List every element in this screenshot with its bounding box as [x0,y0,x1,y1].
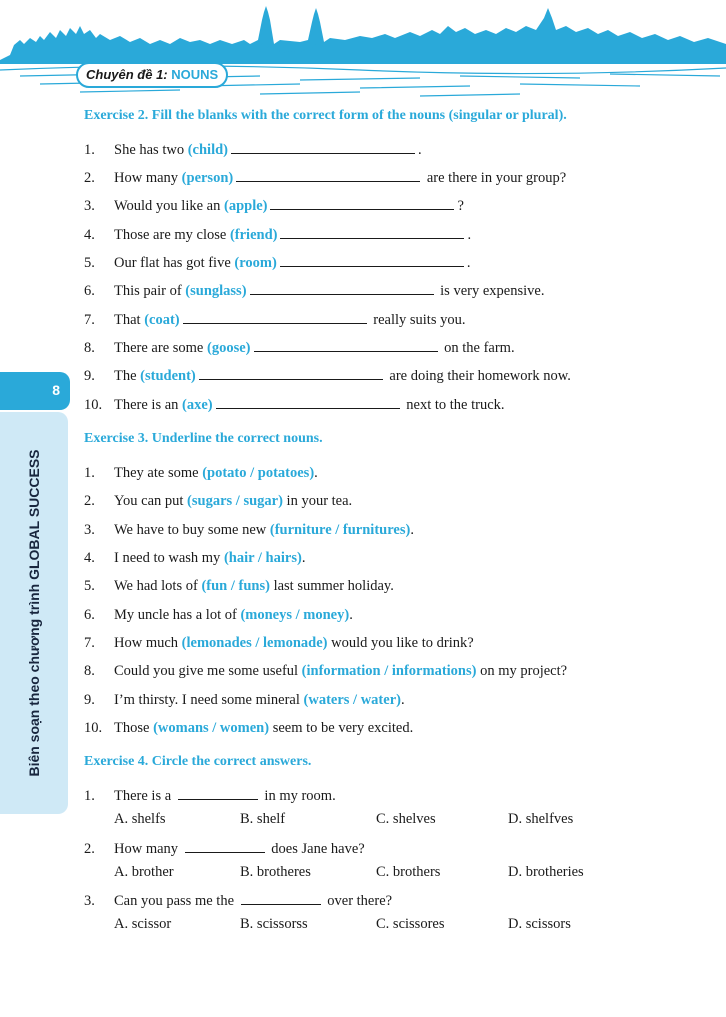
word-choice[interactable]: (potato / potatoes) [202,465,315,481]
option-b[interactable]: B. brotheres [240,864,311,880]
option-d[interactable]: D. scissors [508,916,571,932]
answer-blank[interactable] [270,197,454,210]
option-a[interactable]: A. scissor [114,916,172,932]
exercise3-item: 5. We had lots of (fun / funs) last summer holiday. [84,578,394,594]
answer-blank[interactable] [250,282,434,295]
option-d[interactable]: D. shelfves [508,811,574,827]
exercise2-item: 1. She has two (child) . [84,142,422,158]
exercise3-item: 3. We have to buy some new (furniture / furnitures). [84,522,414,538]
answer-blank[interactable] [231,141,415,154]
exercise2-title: Exercise 2. Fill the blanks with the correct form of the nouns (singular or plural). [84,108,567,123]
answer-blank[interactable] [280,254,464,267]
answer-blank[interactable] [183,311,367,324]
exercise3-item: 4. I need to wash my (hair / hairs). [84,550,306,566]
answer-blank[interactable] [280,226,464,239]
word-choice[interactable]: (womans / women) [153,720,270,736]
exercise3-title: Exercise 3. Underline the correct nouns. [84,431,323,446]
exercise2-item: 7. That (coat) really suits you. [84,312,466,328]
exercise2-item: 9. The (student) are doing their homework now. [84,368,571,384]
topic-name: NOUNS [171,67,219,82]
option-c[interactable]: C. brothers [376,864,441,880]
exercise2-item: 4. Those are my close (friend) . [84,227,472,243]
exercise2-item: 2. How many (person) are there in your group? [84,170,567,186]
exercise4-item: 1. There is a in my room. [84,788,336,804]
exercise2-item: 6. This pair of (sunglass) is very expensive. [84,283,545,299]
exercise4-item: 2. How many does Jane have? [84,841,365,857]
option-c[interactable]: C. scissores [376,916,445,932]
exercise3-item: 1. They ate some (potato / potatoes). [84,465,318,481]
answer-blank[interactable] [216,396,400,409]
option-b[interactable]: B. shelf [240,811,286,827]
exercise4-title: Exercise 4. Circle the correct answers. [84,754,312,769]
exercise2-item: 5. Our flat has got five (room) . [84,255,471,271]
exercise2-item: 3. Would you like an (apple) ? [84,198,464,214]
word-choice[interactable]: (sugars / sugar) [187,493,283,509]
word-choice[interactable]: (lemonades / lemonade) [181,635,328,651]
word-choice[interactable]: (information / informations) [301,663,477,679]
answer-blank[interactable] [178,787,258,800]
exercise3-item: 7. How much (lemonades / lemonade) would you like to drink? [84,635,474,651]
exercise2-item: 8. There are some (goose) on the farm. [84,340,515,356]
exercise4-item: 3. Can you pass me the over there? [84,893,393,909]
topic-prefix: Chuyên đề 1: [86,67,172,82]
exercise3-item: 6. My uncle has a lot of (moneys / money). [84,607,353,623]
word-choice[interactable]: (furniture / furnitures) [269,522,411,538]
word-choice[interactable]: (moneys / money) [240,607,350,623]
answer-blank[interactable] [185,840,265,853]
sidebar-vertical-text: Biên soạn theo chương trình GLOBAL SUCCESS [26,449,42,777]
option-b[interactable]: B. scissorss [240,916,308,932]
word-choice[interactable]: (hair / hairs) [223,550,302,566]
page-number: 8 [52,382,60,398]
answer-blank[interactable] [241,892,321,905]
option-a[interactable]: A. shelfs [114,811,166,827]
option-c[interactable]: C. shelves [376,811,436,827]
topic-badge [76,62,228,88]
answer-blank[interactable] [236,169,420,182]
exercise3-item: 10. Those (womans / women) seem to be very excited. [84,720,414,736]
exercise3-item: 2. You can put (sugars / sugar) in your tea. [84,493,353,509]
exercise3-item: 9. I’m thirsty. I need some mineral (waters / water). [84,692,405,708]
option-a[interactable]: A. brother [114,864,174,880]
exercise2-item: 10. There is an (axe) next to the truck. [84,397,505,413]
option-d[interactable]: D. brotheries [508,864,584,880]
page-number-tab [0,372,70,410]
word-choice[interactable]: (fun / funs) [201,578,270,594]
answer-blank[interactable] [254,339,438,352]
answer-blank[interactable] [199,367,383,380]
exercise3-item: 8. Could you give me some useful (information / informations) on my project? [84,663,568,679]
word-choice[interactable]: (waters / water) [303,692,401,708]
